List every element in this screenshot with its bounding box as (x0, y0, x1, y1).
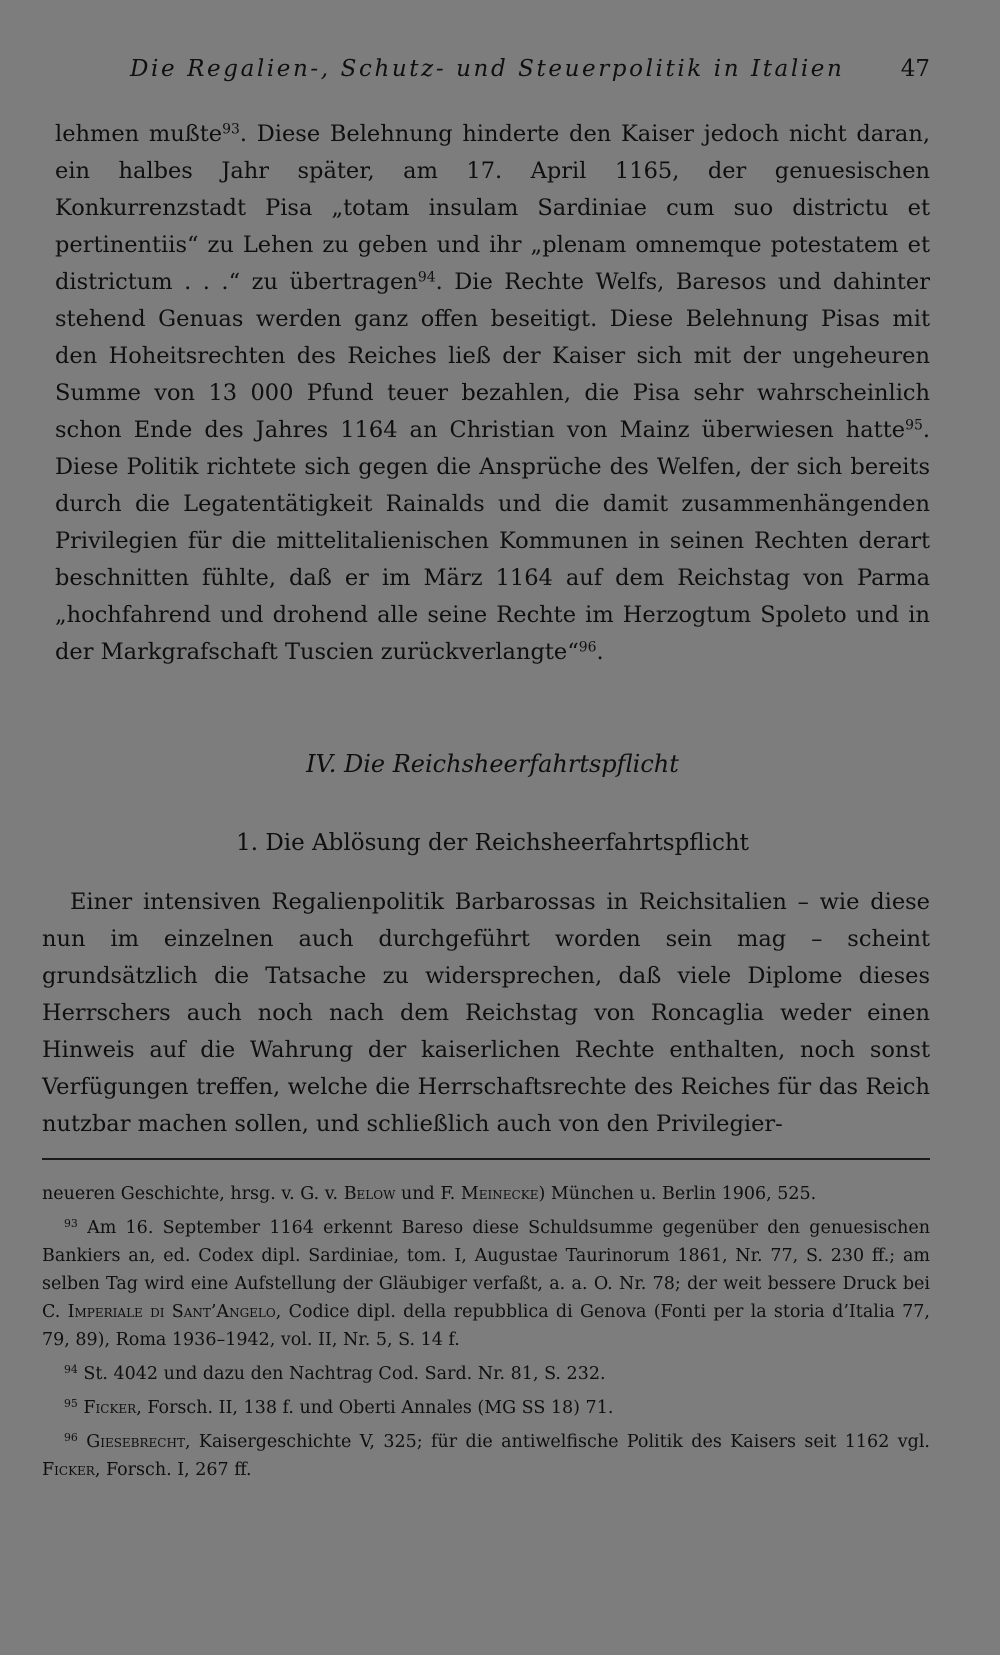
paragraph: Einer intensiven Regalienpolitik Barbarossas in Reichsitalien – wie diese nun im einzelnen auch durchgeführt worden sein mag – scheint grundsätzlich die Tatsache zu widersprechen, daß viele Diplome dieses Herrschers auch noch nach dem Reichstag von Roncaglia weder einen Hinweis auf die Wahrung der kaiserlichen Rechte enthalten, noch sonst Verfügungen treffen, welche die Herrschaftsrechte des Reiches für das Reich nutzbar machen sollen, und schließlich auch von den Privilegier- (42, 889, 930, 1137)
text-run: Am 16. September 1164 erkennt Bareso diese Schuldsumme gegenüber den genuesischen Bankiers an, ed. Codex dipl. Sardiniae, tom. I, Augustae Taurinorum 1861, Nr. 77, S. 230 ff.; am selben Tag wird eine Aufstellung der Gläubiger verfaßt, a. a. O. Nr. 78; der weit bessere Druck bei C. (42, 1218, 930, 1322)
paragraph (55, 116, 930, 671)
footnote-ref: 95 (905, 417, 923, 434)
author-name: Ficker (42, 1460, 95, 1480)
subsection-heading: 1. Die Ablösung der Reichsheerfahrtspflicht (236, 830, 749, 856)
footnote-ref: 94 (417, 269, 436, 286)
text-run (78, 1432, 86, 1452)
footnote-ref: 93 (222, 121, 240, 138)
footnote-number: 95 (64, 1397, 78, 1411)
footnote-96 (42, 1428, 930, 1484)
page-header (130, 56, 930, 86)
text-run: . Diese Belehnung hinderte den Kaiser jedoch nicht daran, ein halbes Jahr später, am 17. April 1165, der genuesischen Konkurrenzstadt Pisa „totam insulam Sardiniae cum suo districtu et pertinentiis“ zu Lehen zu geben und ihr „plenam omnemque potestatem et districtum . . .“ zu übertragen (55, 121, 930, 295)
main-text-lower (42, 884, 930, 1143)
author-name: Meinecke (460, 1184, 539, 1204)
text-run: . Diese Politik richtete sich gegen die Ansprüche des Welfen, der sich bereits durch die Legatentätigkeit Rainalds und die damit zusammenhängenden Privilegien für die mittelitalienischen Kommunen in seinen Rechten derart beschnitten fühlte, daß er im März 1164 auf dem Reichstag von Parma „hochfahrend und drohend alle seine Rechte im Herzogtum Spoleto und in der Markgrafschaft Tuscien zurückverlangte“ (55, 417, 930, 665)
section-heading: IV. Die Reichsheerfahrtspflicht (306, 750, 679, 778)
footnote-continuation (42, 1180, 930, 1208)
footnote-divider (42, 1158, 930, 1160)
running-title: Die Regalien-, Schutz- und Steuerpolitik in Italien (130, 56, 845, 82)
author-name: Giesebrecht (86, 1432, 185, 1452)
author-name: Imperiale di Sant’Angelo (67, 1302, 276, 1322)
text-run: ) München u. Berlin 1906, 525. (538, 1184, 817, 1204)
footnotes (42, 1180, 930, 1490)
text-run: , Forsch. I, 267 ff. (94, 1460, 252, 1480)
text-run: , Kaisergeschichte V, 325; für die antiwelfische Politik des Kaisers seit 1162 vgl. (184, 1432, 930, 1452)
text-run: St. 4042 und dazu den Nachtrag Cod. Sard. Nr. 81, S. 232. (77, 1364, 606, 1384)
footnote-93 (42, 1214, 930, 1354)
text-run: und F. (395, 1184, 461, 1204)
author-name: Ficker (83, 1398, 137, 1418)
author-name: Below (343, 1184, 396, 1204)
footnote-number: 94 (64, 1363, 78, 1377)
footnote-94 (42, 1360, 930, 1388)
text-run: neueren Geschichte, hrsg. v. G. v. (42, 1184, 344, 1204)
text-run: , Forsch. II, 138 f. und Oberti Annales (MG SS 18) 71. (136, 1398, 614, 1418)
footnote-95 (42, 1394, 930, 1422)
main-text-upper (55, 116, 930, 671)
page-number: 47 (900, 56, 930, 82)
footnote-ref: 96 (578, 639, 597, 656)
text-run: . Die Rechte Welfs, Baresos und dahinter stehend Genuas werden ganz offen beseitigt. Diese Belehnung Pisas mit den Hoheitsrechten des Reiches ließ der Kaiser sich mit der ungeheuren Summe von 13 000 Pfund teuer bezahlen, die Pisa sehr wahrscheinlich schon Ende des Jahres 1164 an Christian von Mainz überwiesen hatte (55, 269, 930, 443)
footnote-number: 96 (64, 1431, 78, 1445)
footnote-number: 93 (64, 1217, 78, 1231)
text-run: lehmen mußte (55, 121, 223, 147)
text-run: . (596, 639, 604, 665)
text-run: , Codice dipl. della repubblica di Genova (Fonti per la storia d’Italia 77, 79, 89), Roma 1936–1942, vol. II, Nr. 5, S. 14 f. (42, 1302, 930, 1350)
